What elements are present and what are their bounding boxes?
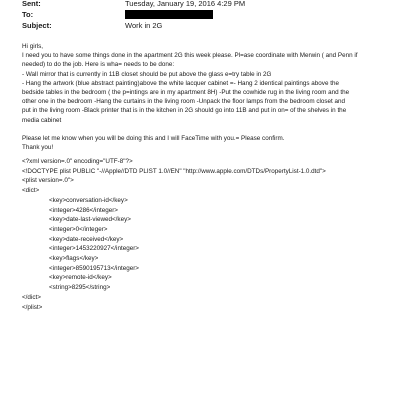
xml-line: <integer>4286</integer> [49, 206, 118, 214]
xml-line: <!DOCTYPE plist PUBLIC "-//Apple//DTD PLIST 1.0//EN" "http://www.apple.com/DTDs/PropertyList-1.0.dtd"> [22, 167, 326, 175]
greeting: Hi girls, [22, 43, 43, 50]
sent-label: Sent: [22, 0, 41, 8]
closing-line: Thank you! [22, 144, 54, 152]
xml-line: <key>remote-id</key> [49, 274, 112, 282]
xml-line: </plist> [22, 303, 43, 311]
xml-line: <key>date-last-viewed</key> [49, 216, 131, 224]
xml-metadata-block [22, 157, 382, 312]
subject-value: Work in 2G [125, 21, 163, 30]
redaction-bar [125, 10, 213, 19]
xml-line: <integer>0</integer> [49, 225, 108, 233]
sent-value: Tuesday, January 19, 2016 4:29 PM [125, 0, 246, 8]
body-line: I need you to have some things done in the apartment 2G this week please. Pl=ase coordinate with Merwin ( and Penn if [22, 52, 358, 60]
xml-line: </dict> [22, 293, 41, 301]
xml-line: <key>conversation-id</key> [49, 196, 128, 204]
body-line: needed) to do the job. Here is wha= needs to be done: [22, 61, 175, 69]
closing-line: Please let me know when you will be doing this and I will FaceTime with you.= Please confirm. [22, 134, 285, 142]
subject-row [22, 20, 382, 32]
xml-line: <integer>8590195713</integer> [49, 264, 139, 272]
xml-line: <?xml version=.0" encoding="UTF-8"?> [22, 158, 133, 165]
subject-label: Subject: [22, 21, 52, 30]
body-line: - Wall mirror that is currently in 11B closet should be put above the glass e=try table in 2G [22, 70, 272, 78]
to-label: To: [22, 10, 34, 19]
body-line: put in the living room -Black printer that is in the kitchen in 2G should go into 11B and put in on= of the shelves in the [22, 107, 347, 115]
body-line: bedside tables in the bedroom ( the p=intings are in my apartment 8H) -Put the cowhide rug in the living room and the [22, 89, 350, 97]
xml-line: <integer>1453220927</integer> [49, 245, 139, 253]
body-line: media cabinet [22, 116, 62, 124]
body-line: other one in the bedroom -Hang the curtains in the living room -Unpack the floor lamps from the bedroom closet and [22, 98, 346, 106]
xml-line: <key>date-received</key> [49, 235, 124, 243]
xml-line: <key>flags</key> [49, 255, 99, 263]
email-body [22, 42, 382, 152]
xml-line: <string>8295</string> [49, 284, 111, 292]
xml-line: <dict> [22, 187, 40, 195]
body-line: - Hang the artwork (blue abstract painting)above the white lacquer cabinet =- Hang 2 identical paintings above the [22, 79, 339, 87]
xml-line: <plist version=.0"> [22, 177, 74, 185]
